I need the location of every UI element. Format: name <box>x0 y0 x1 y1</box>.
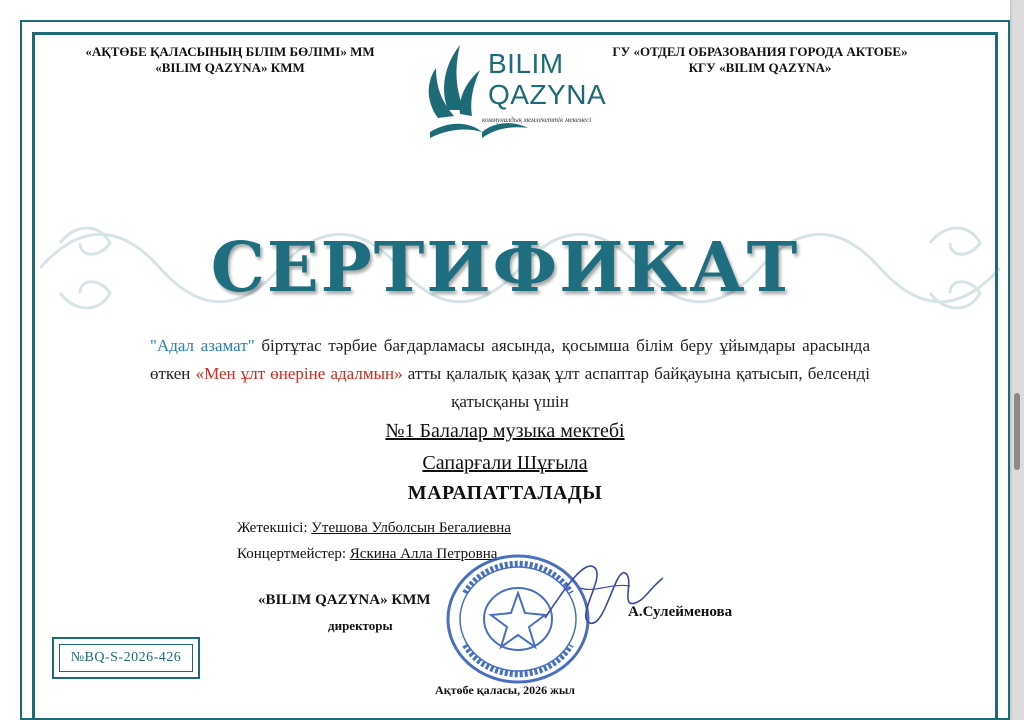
logo-line2: QAZYNA <box>488 79 607 110</box>
awarded-heading: МАРАПАТТАЛАДЫ <box>407 482 603 504</box>
header-right <box>590 44 930 76</box>
school-name <box>0 420 1010 443</box>
header-left-line1: «АҚТӨБЕ ҚАЛАСЫНЫҢ БІЛІМ БӨЛІМІ» ММ <box>85 44 375 59</box>
teacher-label: Жетекшісі: <box>237 520 312 536</box>
accompanist-name: Яскина Алла Петровна <box>349 546 498 562</box>
director-organization: «BILIM QAZYNA» КММ <box>258 592 431 608</box>
signature-icon <box>535 548 665 638</box>
teacher-line <box>237 520 511 537</box>
vertical-scrollbar[interactable] <box>1014 393 1020 470</box>
certificate-number-box <box>52 637 200 679</box>
director-role: директоры <box>328 618 393 633</box>
place-and-year: Ақтөбе қаласы, 2026 жыл <box>435 683 575 697</box>
program-name: "Адал азамат" <box>150 336 255 355</box>
header-right-line2: КГУ «BILIM QAZYNA» <box>688 60 832 75</box>
logo-wordmark <box>488 48 606 110</box>
logo-tagline: коммуналдық мемлекеттік мекемесі <box>482 116 592 124</box>
student-name <box>0 452 1010 475</box>
student-name-text: Сапарғали Шұғыла <box>422 452 588 474</box>
header-left-line2: «BILIM QAZYNA» КММ <box>155 60 305 75</box>
certificate-body-text <box>150 332 870 416</box>
body-part2: атты қалалық қазақ ұлт аспаптар байқауына қатысып, белсенді қатысқаны үшін <box>402 364 871 411</box>
certificate-title: СЕРТИФИКАТ <box>210 228 800 308</box>
body-part1: біртұтас тәрбие бағдарламасы аясында, қосымша білім беру ұйымдары арасында өткен <box>150 336 870 383</box>
header-left <box>70 44 390 76</box>
director-name: А.Сулейменова <box>628 604 733 620</box>
certificate-number: №BQ-S-2026-426 <box>59 644 193 672</box>
contest-name: «Мен ұлт өнеріне адалмын» <box>195 364 403 383</box>
header-right-line1: ГУ «ОТДЕЛ ОБРАЗОВАНИЯ ГОРОДА АКТОБЕ» <box>612 44 908 59</box>
accompanist-label: Концертмейстер: <box>237 546 350 562</box>
teacher-name: Утешова Улболсын Бегалиевна <box>311 520 511 536</box>
school-name-text: №1 Балалар музыка мектебі <box>385 420 625 442</box>
logo-line1: BILIM <box>488 48 564 79</box>
